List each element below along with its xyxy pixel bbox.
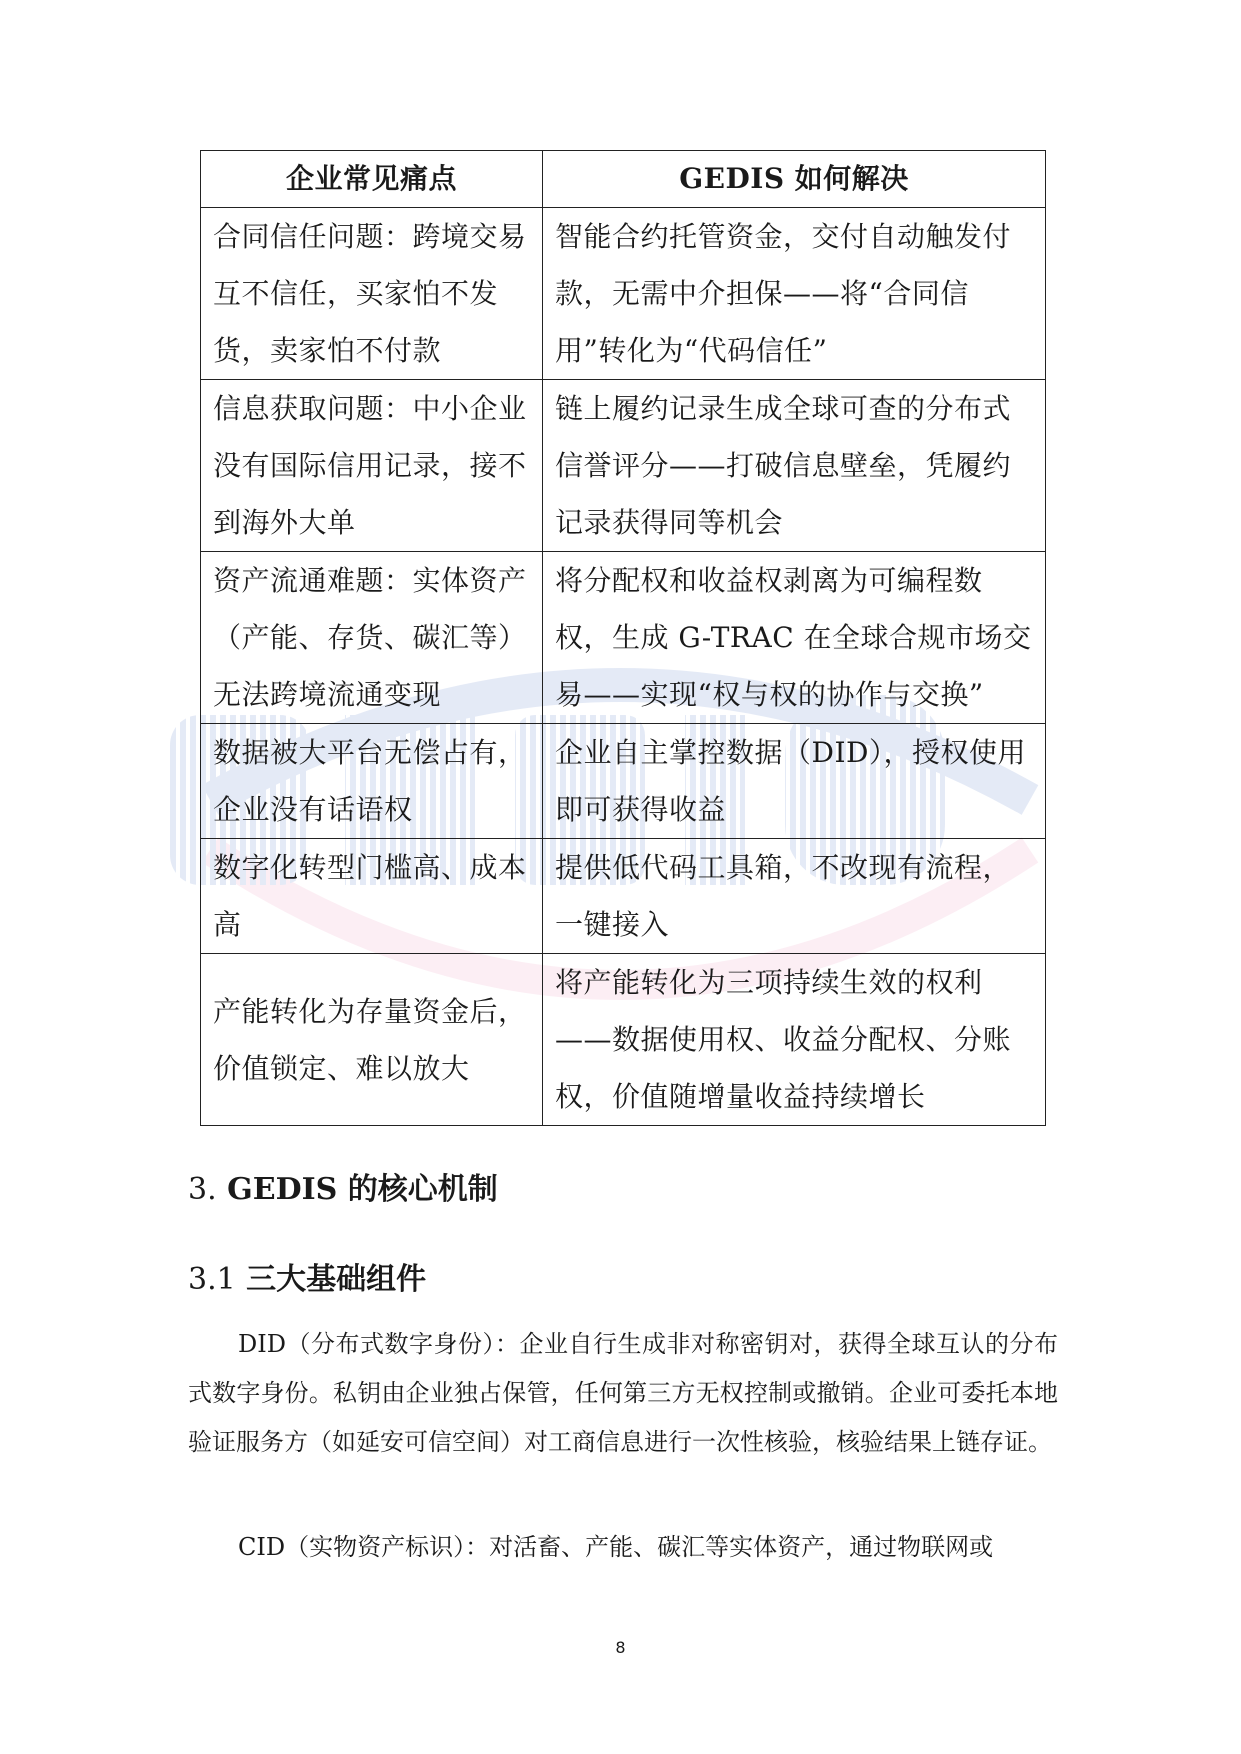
section-heading-3 (188, 1170, 498, 1210)
table-row (201, 724, 1046, 839)
section-number: 3. (188, 1172, 217, 1207)
table-header-solution: GEDIS 如何解决 (543, 151, 1046, 208)
table-row (201, 954, 1046, 1126)
solution-cell: 链上履约记录生成全球可查的分布式信誉评分——打破信息壁垒，凭履约记录获得同等机会 (543, 380, 1046, 552)
page-number: 8 (615, 1638, 626, 1657)
section-title: GEDIS 的核心机制 (227, 1172, 498, 1207)
section-title: 三大基础组件 (246, 1262, 427, 1297)
pain-cell: 合同信任问题：跨境交易互不信任，买家怕不发货，卖家怕不付款 (201, 208, 543, 380)
pain-cell: 数据被大平台无偿占有，企业没有话语权 (201, 724, 543, 839)
table-header-pain: 企业常见痛点 (201, 151, 543, 208)
pain-cell: 信息获取问题：中小企业没有国际信用记录，接不到海外大单 (201, 380, 543, 552)
pain-points-table (200, 150, 1046, 1126)
solution-cell: 将产能转化为三项持续生效的权利——数据使用权、收益分配权、分账权，价值随增量收益持续增长 (543, 954, 1046, 1126)
solution-cell: 将分配权和收益权剥离为可编程数权，生成 G-TRAC 在全球合规市场交易——实现“权与权的协作与交换” (543, 552, 1046, 724)
solution-cell: 提供低代码工具箱，不改现有流程，一键接入 (543, 839, 1046, 954)
pain-cell: 资产流通难题：实体资产（产能、存货、碳汇等）无法跨境流通变现 (201, 552, 543, 724)
table-row (201, 552, 1046, 724)
pain-cell: 数字化转型门槛高、成本高 (201, 839, 543, 954)
solution-cell: 企业自主掌控数据（DID），授权使用即可获得收益 (543, 724, 1046, 839)
table-row (201, 839, 1046, 954)
table-header-row (201, 151, 1046, 208)
cid-paragraph: CID（实物资产标识）：对活畜、产能、碳汇等实体资产，通过物联网或 (238, 1533, 994, 1561)
section-heading-3-1 (188, 1260, 426, 1300)
did-paragraph: DID（分布式数字身份）：企业自行生成非对称密钥对，获得全球互认的分布式数字身份。私钥由企业独占保管，任何第三方无权控制或撤销。企业可委托本地验证服务方（如延安可信空间）对工商信息进行一次性核验，核验结果上链存证。 (188, 1330, 1058, 1456)
solution-cell: 智能合约托管资金，交付自动触发付款，无需中介担保——将“合同信用”转化为“代码信任” (543, 208, 1046, 380)
table-row (201, 380, 1046, 552)
table-row (201, 208, 1046, 380)
pain-cell: 产能转化为存量资金后，价值锁定、难以放大 (201, 954, 543, 1126)
section-number: 3.1 (188, 1262, 236, 1297)
